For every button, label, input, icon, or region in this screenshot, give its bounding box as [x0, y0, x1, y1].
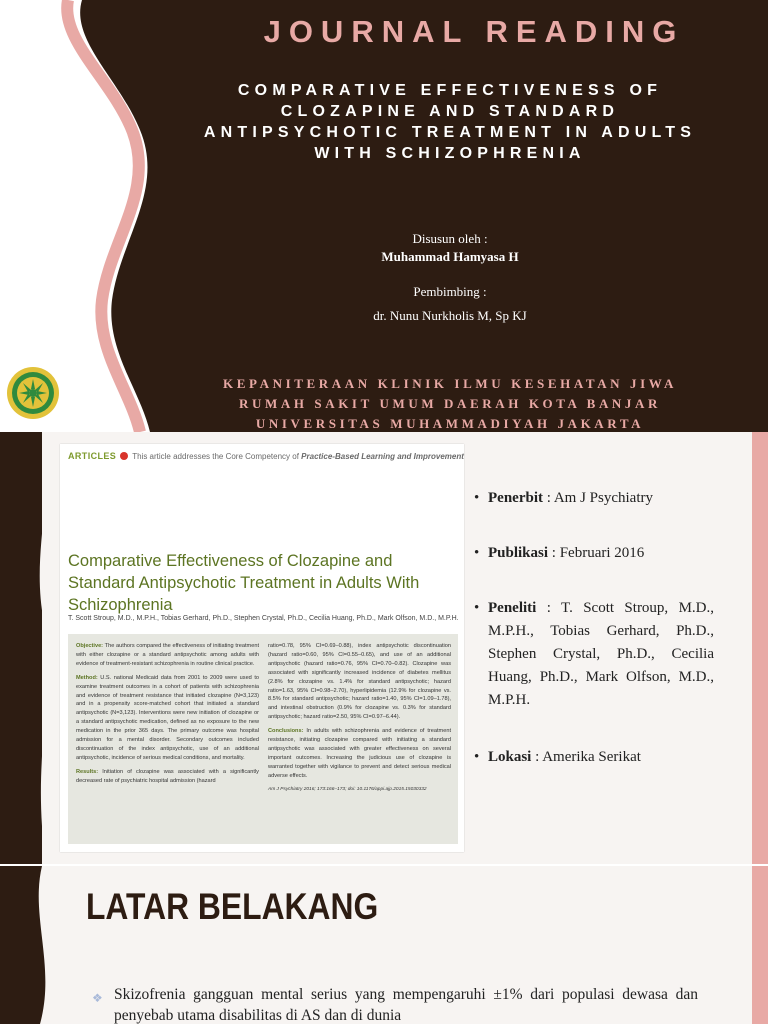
wave-decoration: [0, 432, 60, 864]
background-slide: [0, 866, 768, 1024]
right-pink-bar: [752, 866, 768, 1024]
article-title: Comparative Effectiveness of Clozapine and Standard Antipsychotic Treatment in Adults With Schizophrenia: [68, 552, 420, 614]
author-name: Muhammad Hamyasa H: [381, 249, 519, 264]
presentation-title: JOURNAL READING: [263, 14, 685, 49]
author-label: Disusun oleh :: [412, 231, 488, 246]
institution-line: RUMAH SAKIT UMUM DAERAH KOTA BANJAR: [239, 396, 661, 411]
results-text: Initiation of clozapine was associated with a significantly decreased rate of psychiatric hospital admission (hazard: [76, 768, 259, 784]
institution-line: UNIVERSITAS MUHAMMADIYAH JAKARTA: [255, 416, 645, 431]
info-item-peneliti: • Peneliti : T. Scott Stroup, M.D., M.P.H., Tobias Gerhard, Ph.D., Stephen Crystal, Ph.D., Cecilia Huang, Ph.D., Mark Olfson, M.D., M.P.H.: [474, 597, 714, 712]
supervisor-label: Pembimbing :: [413, 284, 487, 299]
objective-text: The authors compared the effectiveness of initiating treatment with either clozapine or a standard antipsychotic among adults with evidence of treatment-resistant schizophrenia in routine clinical practice.: [76, 643, 259, 667]
competency-dot-icon: [120, 452, 128, 460]
university-seal-icon: [6, 364, 60, 422]
article-authors: T. Scott Stroup, M.D., M.P.H., Tobias Gerhard, Ph.D., Stephen Crystal, Ph.D., Cecilia Huang, Ph.D., Mark Olfson, M.D., M.P.H.: [68, 615, 459, 622]
journal-info-list: [474, 487, 714, 769]
journal-title: COMPARATIVE EFFECTIVENESS OF CLOZAPINE AND STANDARD ANTIPSYCHOTIC TREATMENT IN ADULTS WITH SCHIZOPHRENIA: [203, 82, 697, 162]
header-note-emphasis: Practice-Based Learning and Improvement: [301, 452, 464, 461]
method-label: Method:: [76, 674, 98, 681]
article-header: [68, 451, 464, 461]
wave-decoration: [0, 866, 60, 1024]
institution-line: KEPANITERAAN KLINIK ILMU KESEHATAN JIWA: [223, 376, 677, 391]
bullet-point: [92, 984, 698, 1024]
article-preview: [60, 444, 464, 852]
results-continued: ratio=0.78, 95% CI=0.69–0.88), index antipsychotic discontinuation (hazard ratio=0.60, 95% CI=0.55–0.65), and use of an additional antipsychotic (hazard ratio=0.76, 95% CI=0.70–0.82). Clozapine was associated with significantly increased incidence of diabetes mellitus (2.8% for clozapine vs. 1.4% for standard antipsychotic; hazard ratio=1.63, 95% CI=0.98–2.70), hyperlipidemia (12.9% for clozapine vs. 8.5% for standard antipsychotic; hazard ratio=1.40, 95% CI=1.09–1.78), and intestinal obstruction (0.9% for clozapine vs. 0.3% for standard antipsychotic; hazard ratio=2.50, 95% CI=0.97–6.44).: [268, 643, 451, 721]
conclusions-label: Conclusions:: [268, 728, 304, 735]
journal-info-slide: [0, 432, 768, 864]
info-item-publikasi: • Publikasi : Februari 2016: [474, 542, 714, 565]
diamond-bullet-icon: ❖: [92, 991, 103, 1005]
conclusions-text: In adults with schizophrenia and evidence of treatment resistance, initiating clozapine compared with initiating a standard antipsychotic was associated with greater effectiveness on several important outcomes. Increasing the judicious use of clozapine is warranted together with vigilance to prevent and detect serious medical adverse effects.: [268, 728, 451, 779]
section-label: ARTICLES: [68, 451, 117, 461]
header-note: This article addresses the Core Competency of: [132, 452, 302, 461]
citation: Am J Psychiatry 2016; 173:166–173; doi: 10.1176/appi.ajp.2015.15030332: [268, 786, 427, 792]
abstract-column-left: [76, 642, 259, 791]
section-title: LATAR BELAKANG: [86, 886, 379, 927]
abstract-column-right: [268, 642, 451, 800]
title-slide: [0, 0, 768, 432]
institution-block: [190, 374, 710, 432]
abstract-box: [68, 634, 458, 844]
bullet-text: Skizofrenia gangguan mental serius yang mempengaruhi ±1% dari populasi dewasa dan penyebab utama disabilitas di AS dan di dunia: [114, 986, 698, 1024]
objective-label: Objective:: [76, 643, 104, 649]
supervisor-name: dr. Nunu Nurkholis M, Sp KJ: [373, 308, 527, 323]
right-pink-bar: [752, 432, 768, 864]
info-item-penerbit: • Penerbit : Am J Psychiatry: [474, 487, 714, 510]
method-text: U.S. national Medicaid data from 2001 to 2009 were used to examine treatment outcomes in a cohort of patients with schizophrenia and evidence of treatment resistance that initiated clozapine (N=3,123) and in a propensity score-matched cohort that initiated a standard antipsychotic (N=3,123). Interventions were new initiation of clozapine or a standard antipsychotic medication, defined as no exposure to the new medication in the prior 365 days. The primary outcome was hospital admission for a mental disorder. Secondary outcomes included discontinuation of the index antipsychotic, use of an additional antipsychotic, incidence of serious medical conditions, and mortality.: [76, 674, 259, 761]
results-label: Results:: [76, 768, 99, 775]
info-item-lokasi: • Lokasi : Amerika Serikat: [474, 746, 714, 769]
